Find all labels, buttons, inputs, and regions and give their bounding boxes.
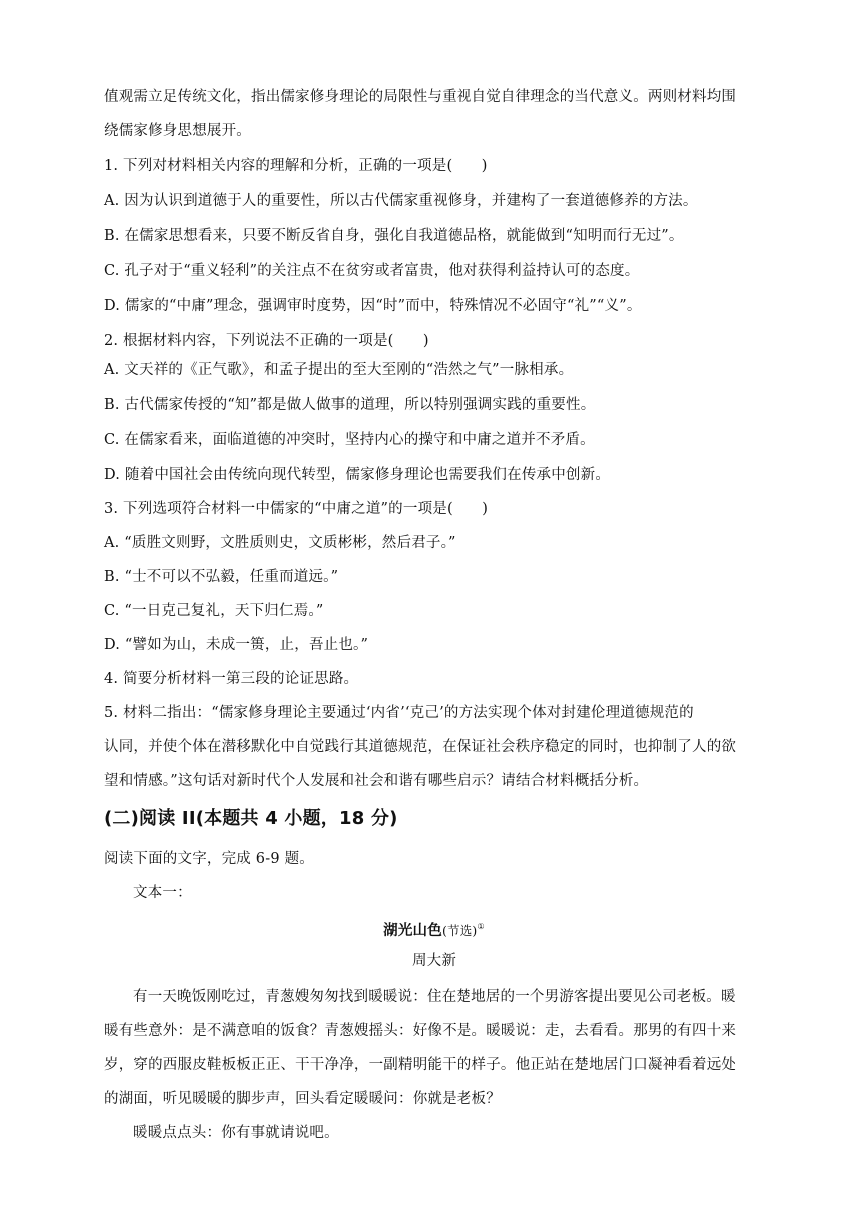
q3-stem: 3. 下列选项符合材料一中儒家的“中庸之道”的一项是( )	[104, 501, 489, 517]
intro-line-2: 绕儒家修身思想展开。	[104, 123, 251, 139]
text-label: 文本一：	[133, 885, 192, 901]
q2-option-a: A. 文天祥的《正气歌》，和孟子提出的至大至刚的“浩然之气”一脉相承。	[104, 362, 574, 378]
story-para-1-line-1: 有一天晚饭刚吃过，青葱嫂匆匆找到暖暖说：住在楚地居的一个男游客提出要见公司老板。暖	[133, 989, 736, 1005]
q2-stem: 2. 根据材料内容，下列说法不正确的一项是( )	[104, 333, 429, 349]
footnote-mark: ①	[477, 922, 485, 931]
story-para-1-line-4: 的湖面，听见暖暖的脚步声，回头看定暖暖问：你就是老板？	[104, 1091, 501, 1107]
q5-line-3: 望和情感。”这句话对新时代个人发展和社会和谐有哪些启示？请结合材料概括分析。	[104, 773, 649, 789]
story-title: 湖光山色	[383, 922, 442, 939]
q5-line-1: 5. 材料二指出：“儒家修身理论主要通过‘内省’‘克己’的方法实现个体对封建伦理道德规范的	[104, 705, 694, 721]
q1-option-a: A. 因为认识到道德于人的重要性，所以古代儒家重视修身，并建构了一套道德修养的方法。	[104, 193, 698, 209]
q1-stem: 1. 下列对材料相关内容的理解和分析，正确的一项是( )	[104, 158, 488, 174]
q2-option-c: C. 在儒家看来，面临道德的冲突时，坚持内心的操守和中庸之道并不矛盾。	[104, 432, 595, 448]
instruction: 阅读下面的文字，完成 6-9 题。	[104, 851, 314, 867]
section-heading: (二)阅读 II(本题共 4 小题，18 分)	[104, 808, 398, 829]
q3-option-c: C. “一日克己复礼，天下归仁焉。”	[104, 603, 324, 619]
q2-option-b: B. 古代儒家传授的“知”都是做人做事的道理，所以特别强调实践的重要性。	[104, 397, 596, 413]
q1-option-b: B. 在儒家思想看来，只要不断反省自身，强化自我道德品格，就能做到“知明而行无过”。	[104, 228, 684, 244]
q3-option-a: A. “质胜文则野，文胜质则史，文质彬彬，然后君子。”	[104, 535, 456, 551]
intro-line-1: 值观需立足传统文化，指出儒家修身理论的局限性与重视自觉自律理念的当代意义。两则材料均围	[104, 89, 737, 105]
q5-line-2: 认同，并使个体在潜移默化中自觉践行其道德规范，在保证社会秩序稳定的同时，也抑制了人的欲	[104, 739, 737, 755]
story-title-note: (节选)	[441, 922, 478, 938]
story-title-line	[0, 916, 868, 942]
q3-option-d: D. “譬如为山，未成一篑，止，吾止也。”	[104, 637, 369, 653]
story-para-1-line-2: 暖有些意外：是不满意咱的饭食？青葱嫂摇头：好像不是。暖暖说：走，去看看。那男的有四十来	[104, 1023, 737, 1039]
q1-option-d: D. 儒家的“中庸”理念，强调审时度势，因“时”而中，特殊情况不必固守“礼”“义”。	[104, 298, 642, 314]
story-para-2: 暖暖点点头：你有事就请说吧。	[133, 1125, 339, 1141]
q3-option-b: B. “士不可以不弘毅，任重而道远。”	[104, 569, 339, 585]
q2-option-d: D. 随着中国社会由传统向现代转型，儒家修身理论也需要我们在传承中创新。	[104, 467, 611, 483]
story-author: 周大新	[411, 953, 457, 969]
story-para-1-line-3: 岁，穿的西服皮鞋板板正正、干干净净，一副精明能干的样子。他正站在楚地居门口凝神看着远处	[104, 1057, 737, 1073]
q1-option-c: C. 孔子对于“重义轻利”的关注点不在贫穷或者富贵，他对获得利益持认可的态度。	[104, 263, 640, 279]
q4-stem: 4. 简要分析材料一第三段的论证思路。	[104, 671, 359, 687]
